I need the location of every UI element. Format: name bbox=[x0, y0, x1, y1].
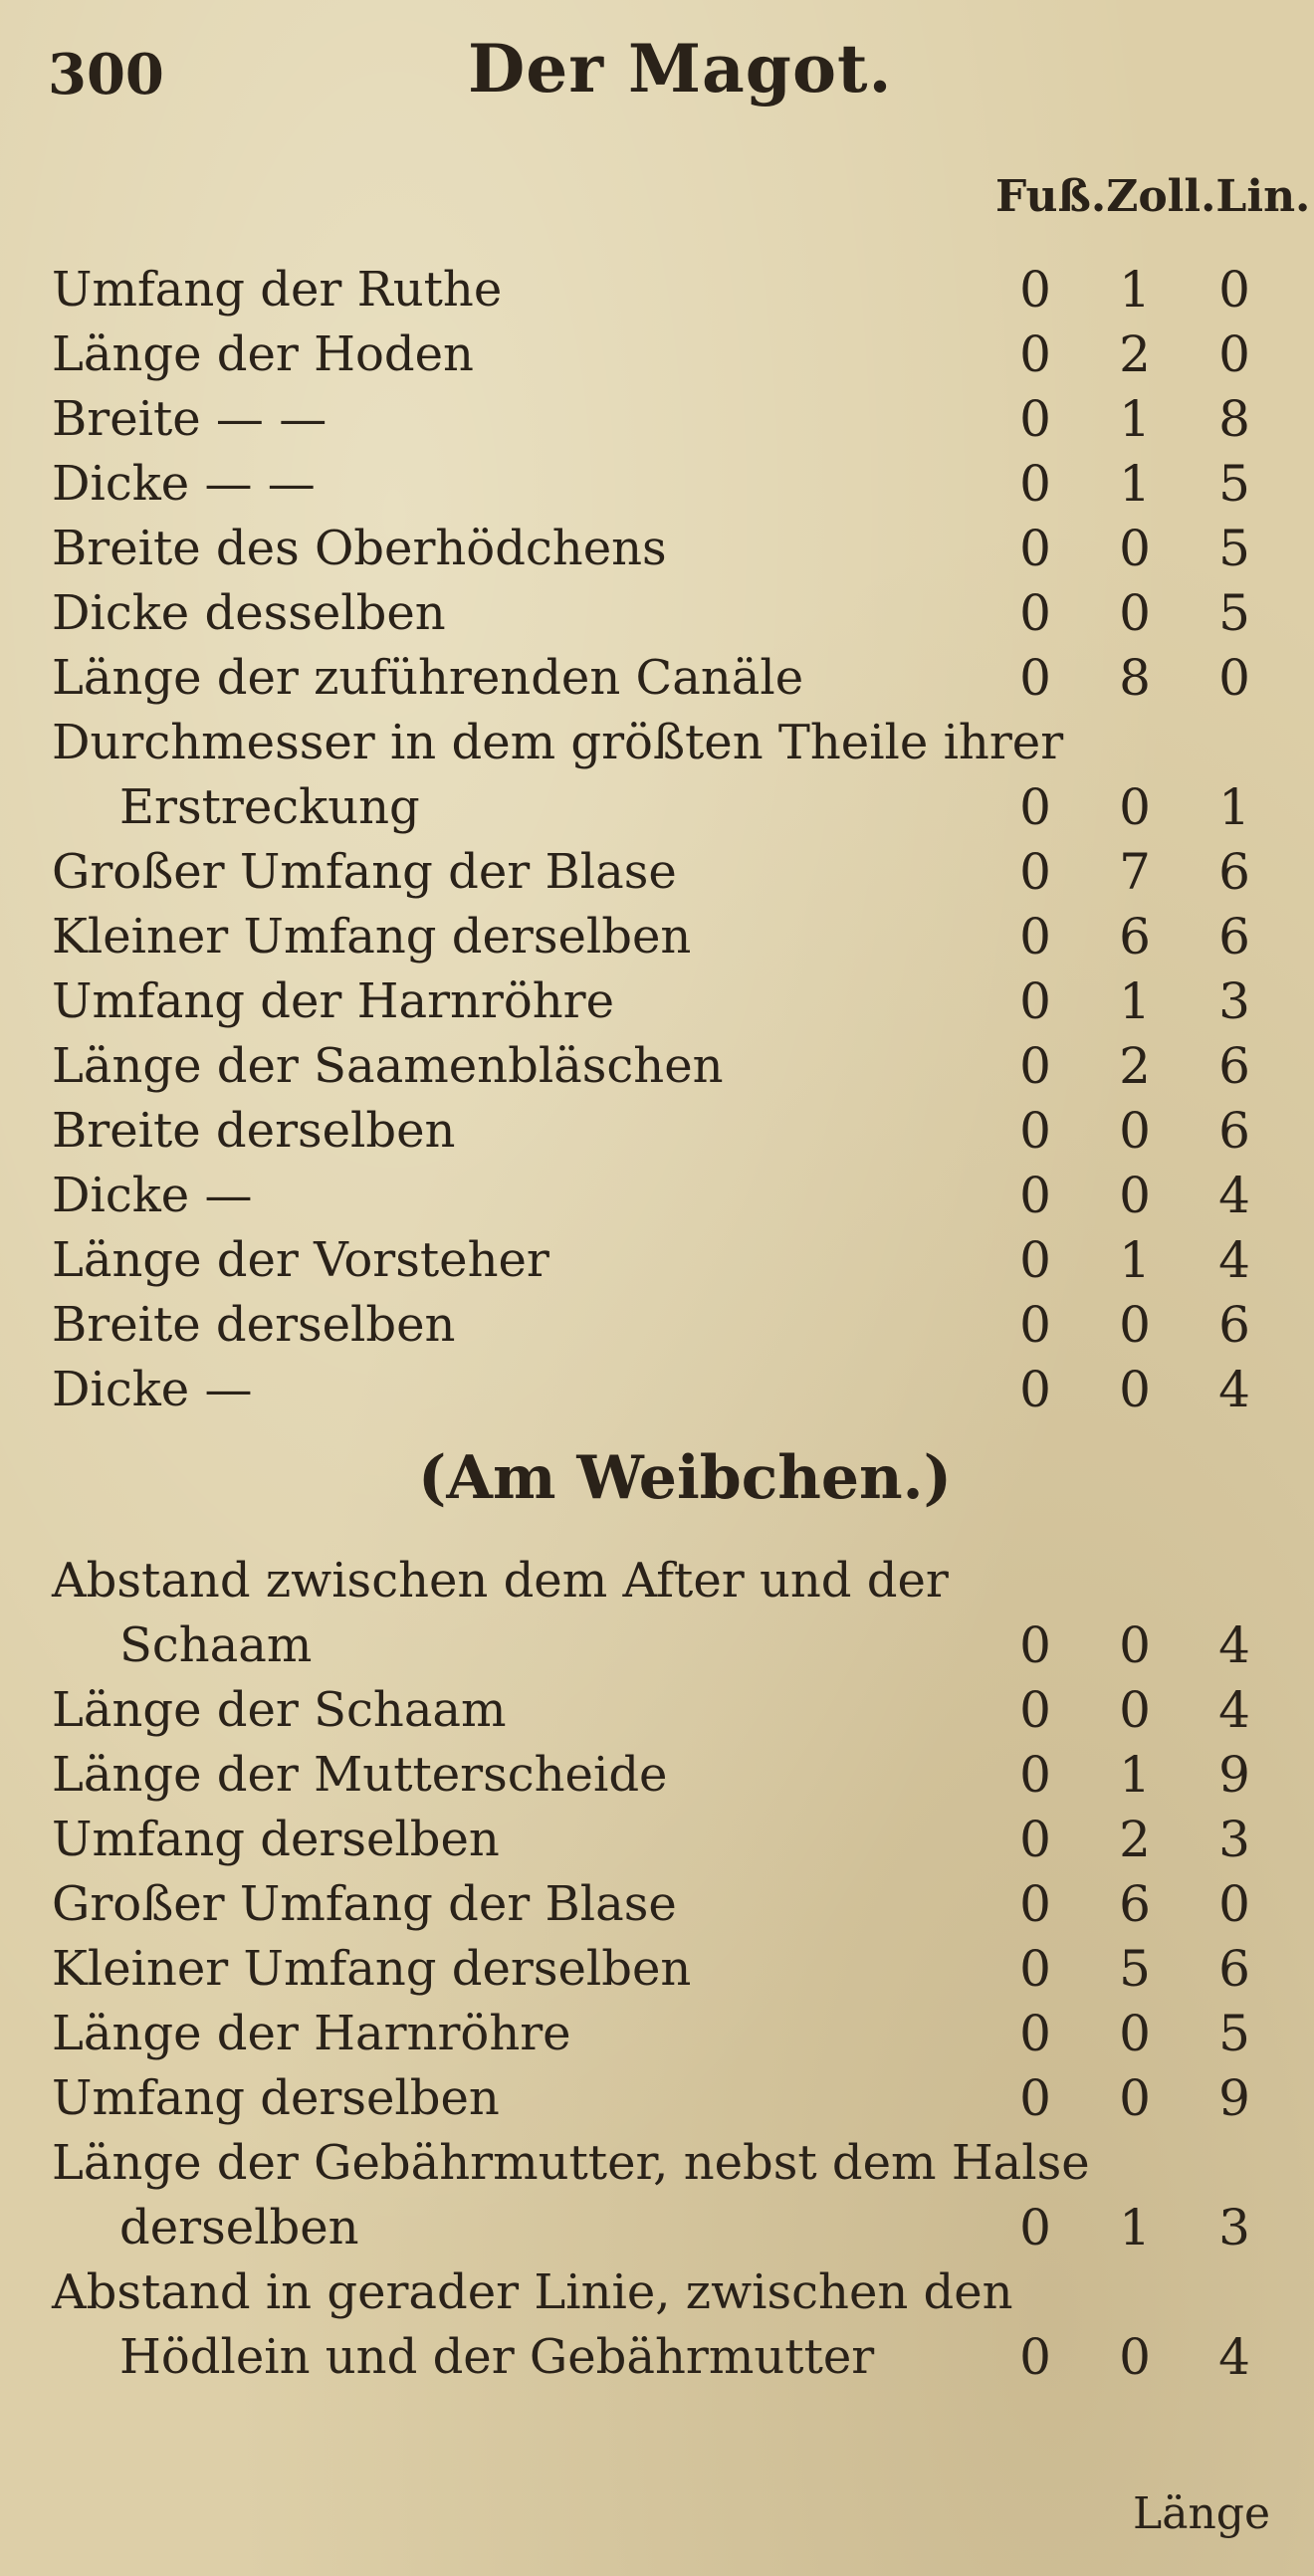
value-zoll: 0 bbox=[1119, 2005, 1151, 2062]
value-zoll: 1 bbox=[1119, 1231, 1151, 1289]
value-fuss: 0 bbox=[1019, 908, 1051, 966]
value-zoll: 1 bbox=[1119, 2199, 1151, 2256]
value-linie: 6 bbox=[1218, 908, 1250, 966]
row-label: Umfang der Ruthe bbox=[52, 262, 503, 318]
table-row bbox=[0, 257, 1314, 322]
value-linie: 9 bbox=[1218, 2069, 1250, 2127]
value-linie: 4 bbox=[1218, 1616, 1250, 1674]
value-fuss: 0 bbox=[1019, 1616, 1051, 1674]
table-row bbox=[0, 1227, 1314, 1293]
value-zoll: 1 bbox=[1119, 261, 1151, 319]
row-label: Kleiner Umfang derselben bbox=[52, 1941, 692, 1997]
row-label: Umfang derselben bbox=[52, 2070, 500, 2126]
table-row bbox=[0, 322, 1314, 387]
table-row bbox=[0, 516, 1314, 581]
value-linie: 1 bbox=[1218, 778, 1250, 836]
value-zoll: 6 bbox=[1119, 908, 1151, 966]
value-fuss: 0 bbox=[1019, 520, 1051, 577]
value-zoll: 5 bbox=[1119, 1940, 1151, 1998]
table-row bbox=[0, 2259, 1314, 2325]
value-linie: 3 bbox=[1218, 2199, 1250, 2256]
table-row bbox=[0, 2130, 1314, 2196]
value-linie: 3 bbox=[1218, 1811, 1250, 1868]
row-label: Dicke desselben bbox=[52, 585, 446, 641]
value-zoll: 0 bbox=[1119, 1616, 1151, 1674]
row-label: Länge der Harnröhre bbox=[52, 2006, 571, 2061]
value-linie: 0 bbox=[1218, 325, 1250, 383]
value-fuss: 0 bbox=[1019, 1037, 1051, 1095]
value-zoll: 8 bbox=[1119, 649, 1151, 707]
value-fuss: 0 bbox=[1019, 1296, 1051, 1354]
value-fuss: 0 bbox=[1019, 1167, 1051, 1224]
value-zoll: 0 bbox=[1119, 1296, 1151, 1354]
table-row bbox=[0, 710, 1314, 775]
value-linie: 4 bbox=[1218, 1361, 1250, 1418]
value-linie: 6 bbox=[1218, 843, 1250, 901]
value-linie: 4 bbox=[1218, 1231, 1250, 1289]
table-row bbox=[0, 1807, 1314, 1872]
value-fuss: 0 bbox=[1019, 455, 1051, 513]
table-row bbox=[0, 1098, 1314, 1164]
value-fuss: 0 bbox=[1019, 1231, 1051, 1289]
value-zoll: 0 bbox=[1119, 520, 1151, 577]
value-fuss: 0 bbox=[1019, 1102, 1051, 1160]
value-linie: 6 bbox=[1218, 1296, 1250, 1354]
value-zoll: 1 bbox=[1119, 455, 1151, 513]
row-label: Breite des Oberhödchens bbox=[52, 521, 667, 576]
row-label: Umfang derselben bbox=[52, 1812, 500, 1867]
value-linie: 6 bbox=[1218, 1102, 1250, 1160]
value-linie: 6 bbox=[1218, 1940, 1250, 1998]
table-row bbox=[0, 1677, 1314, 1743]
value-linie: 5 bbox=[1218, 520, 1250, 577]
value-linie: 5 bbox=[1218, 584, 1250, 642]
catchword: Länge bbox=[1133, 2488, 1270, 2539]
value-fuss: 0 bbox=[1019, 584, 1051, 642]
row-label: Abstand zwischen dem After und der bbox=[52, 1553, 949, 1609]
value-fuss: 0 bbox=[1019, 2199, 1051, 2256]
value-fuss: 0 bbox=[1019, 2328, 1051, 2386]
table-row bbox=[0, 968, 1314, 1034]
value-linie: 5 bbox=[1218, 455, 1250, 513]
table-row bbox=[0, 1163, 1314, 1228]
row-label: Abstand in gerader Linie, zwischen den bbox=[52, 2264, 1013, 2320]
table-row bbox=[0, 1742, 1314, 1808]
value-linie: 4 bbox=[1218, 1167, 1250, 1224]
table-row bbox=[0, 774, 1314, 840]
row-label: Breite derselben bbox=[52, 1103, 456, 1159]
row-label: Großer Umfang der Blase bbox=[52, 844, 677, 900]
value-zoll: 0 bbox=[1119, 2069, 1151, 2127]
row-label: Länge der Saamenbläschen bbox=[52, 1038, 724, 1094]
table-row bbox=[0, 580, 1314, 646]
row-label: Länge der Vorsteher bbox=[52, 1232, 549, 1288]
column-header: Fuß.Zoll.Lin. bbox=[995, 171, 1311, 222]
table-row bbox=[0, 2324, 1314, 2390]
value-linie: 4 bbox=[1218, 1681, 1250, 1739]
value-zoll: 0 bbox=[1119, 584, 1151, 642]
value-linie: 6 bbox=[1218, 1037, 1250, 1095]
value-fuss: 0 bbox=[1019, 325, 1051, 383]
value-fuss: 0 bbox=[1019, 261, 1051, 319]
value-fuss: 0 bbox=[1019, 1811, 1051, 1868]
value-linie: 0 bbox=[1218, 649, 1250, 707]
row-label: Schaam bbox=[119, 1617, 313, 1673]
row-label: Länge der Mutterscheide bbox=[52, 1747, 668, 1803]
table-row bbox=[0, 1612, 1314, 1678]
value-fuss: 0 bbox=[1019, 2069, 1051, 2127]
value-fuss: 0 bbox=[1019, 2005, 1051, 2062]
value-zoll: 1 bbox=[1119, 390, 1151, 448]
value-zoll: 2 bbox=[1119, 1037, 1151, 1095]
value-zoll: 0 bbox=[1119, 1681, 1151, 1739]
row-label: Länge der zuführenden Canäle bbox=[52, 650, 804, 706]
value-fuss: 0 bbox=[1019, 972, 1051, 1030]
value-zoll: 1 bbox=[1119, 1746, 1151, 1804]
value-fuss: 0 bbox=[1019, 649, 1051, 707]
table-row bbox=[0, 1292, 1314, 1358]
table-row bbox=[0, 645, 1314, 711]
section-heading: (Am Weibchen.) bbox=[418, 1443, 952, 1513]
value-linie: 4 bbox=[1218, 2328, 1250, 2386]
table-row bbox=[0, 1357, 1314, 1422]
row-label: Erstreckung bbox=[119, 779, 420, 835]
table-row bbox=[0, 386, 1314, 452]
value-linie: 3 bbox=[1218, 972, 1250, 1030]
table-row bbox=[0, 1936, 1314, 2002]
value-zoll: 0 bbox=[1119, 1361, 1151, 1418]
value-zoll: 7 bbox=[1119, 843, 1151, 901]
table-row bbox=[0, 2195, 1314, 2260]
row-label: Länge der Schaam bbox=[52, 1682, 507, 1738]
value-zoll: 2 bbox=[1119, 1811, 1151, 1868]
value-fuss: 0 bbox=[1019, 1940, 1051, 1998]
running-title: Der Magot. bbox=[468, 30, 893, 107]
value-zoll: 0 bbox=[1119, 1102, 1151, 1160]
value-linie: 5 bbox=[1218, 2005, 1250, 2062]
value-linie: 0 bbox=[1218, 261, 1250, 319]
page-number: 300 bbox=[48, 42, 164, 107]
table-row bbox=[0, 904, 1314, 969]
value-zoll: 0 bbox=[1119, 1167, 1151, 1224]
row-label: Kleiner Umfang derselben bbox=[52, 909, 692, 965]
table-row bbox=[0, 2065, 1314, 2131]
value-zoll: 0 bbox=[1119, 778, 1151, 836]
row-label: derselben bbox=[119, 2200, 359, 2255]
value-fuss: 0 bbox=[1019, 1681, 1051, 1739]
row-label: Durchmesser in dem größten Theile ihrer bbox=[52, 715, 1064, 770]
table-row bbox=[0, 839, 1314, 905]
row-label: Großer Umfang der Blase bbox=[52, 1876, 677, 1932]
value-fuss: 0 bbox=[1019, 390, 1051, 448]
value-fuss: 0 bbox=[1019, 778, 1051, 836]
value-linie: 8 bbox=[1218, 390, 1250, 448]
row-label: Dicke — bbox=[52, 1168, 253, 1223]
row-label: Hödlein und der Gebährmutter bbox=[119, 2329, 875, 2385]
value-fuss: 0 bbox=[1019, 1361, 1051, 1418]
row-label: Länge der Hoden bbox=[52, 326, 474, 382]
value-fuss: 0 bbox=[1019, 1746, 1051, 1804]
table-row bbox=[0, 1871, 1314, 1937]
table-row bbox=[0, 1548, 1314, 1613]
value-zoll: 6 bbox=[1119, 1875, 1151, 1933]
row-label: Länge der Gebährmutter, nebst dem Halse bbox=[52, 2135, 1090, 2191]
value-fuss: 0 bbox=[1019, 843, 1051, 901]
value-linie: 9 bbox=[1218, 1746, 1250, 1804]
row-label: Dicke — — bbox=[52, 456, 316, 512]
row-label: Umfang der Harnröhre bbox=[52, 973, 615, 1029]
value-zoll: 1 bbox=[1119, 972, 1151, 1030]
table-row bbox=[0, 451, 1314, 517]
row-label: Dicke — bbox=[52, 1362, 253, 1417]
value-linie: 0 bbox=[1218, 1875, 1250, 1933]
value-zoll: 2 bbox=[1119, 325, 1151, 383]
table-row bbox=[0, 1033, 1314, 1099]
value-fuss: 0 bbox=[1019, 1875, 1051, 1933]
row-label: Breite derselben bbox=[52, 1297, 456, 1353]
row-label: Breite — — bbox=[52, 391, 328, 447]
table-row bbox=[0, 2001, 1314, 2066]
value-zoll: 0 bbox=[1119, 2328, 1151, 2386]
